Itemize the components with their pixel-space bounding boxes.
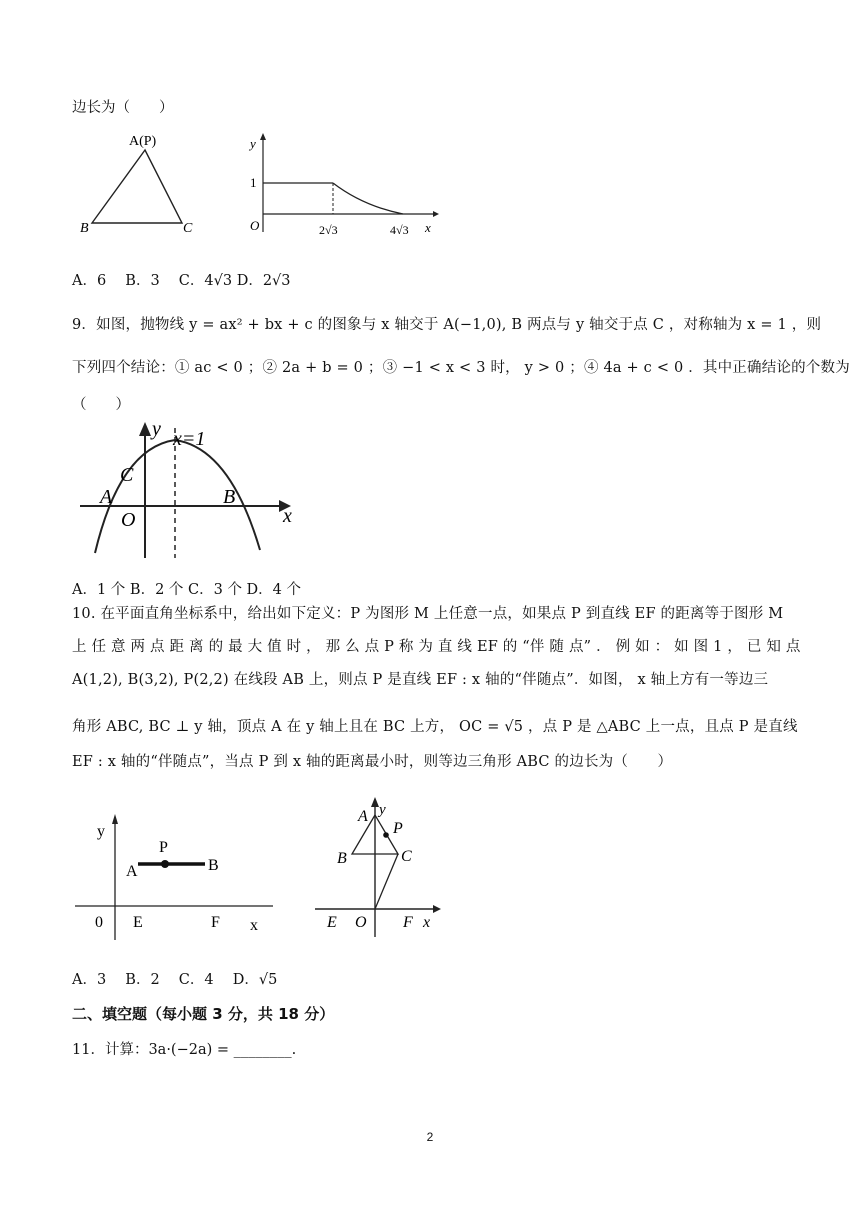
graph-one-label: 1 — [250, 175, 257, 190]
q10-text-line-2: 上 任 意 两 点 距 离 的 最 大 值 时 ， 那 么 点 P 称 为 直 线 EF 的 “伴 随 点” ． 例 如 ： 如 图 1 ， 已 知 点 — [72, 639, 801, 655]
section-2-heading: 二、填空题（每小题 3 分，共 18 分） — [72, 1005, 335, 1023]
parabola-y-label: y — [152, 418, 161, 440]
q10-text-line-1: 10. 在平面直角坐标系中，给出如下定义：P 为图形 M 上任意一点，如果点 P 到直线 EF 的距离等于图形 M — [72, 606, 784, 622]
origin-label: O — [121, 509, 136, 531]
fig1-x-label: x — [250, 917, 258, 934]
fig1-p-label: P — [159, 839, 168, 856]
graph-o-label: O — [250, 218, 260, 233]
fig2-b-label: B — [337, 850, 347, 867]
q8-options: A．6 B．3 C．4√3 D．2√3 — [72, 273, 291, 289]
fig1-f-label: F — [211, 914, 220, 931]
q9-parabola-figure — [75, 418, 305, 563]
q9-options: A．1 个 B．2 个 C．3 个 D．4 个 — [72, 582, 302, 598]
label-b: B — [80, 221, 89, 236]
q8-tail-text: 边长为（ ） — [72, 100, 174, 116]
fig2-x-label: x — [423, 914, 431, 931]
q10-figure-1 — [75, 810, 275, 945]
q11-text: 11．计算：3a·(−2a) = ________. — [72, 1042, 297, 1058]
fig1-e-label: E — [133, 914, 143, 931]
fig1-y-label: y — [97, 823, 105, 840]
fig2-y-label: y — [379, 802, 386, 818]
fig2-o-label: O — [355, 914, 367, 931]
fig1-o-label: 0 — [95, 914, 103, 931]
page-number: 2 — [426, 1130, 434, 1144]
fig1-a-label: A — [126, 863, 138, 880]
fig1-b-label: B — [208, 857, 219, 874]
graph-y-label: y — [250, 136, 256, 151]
graph-x-label: x — [425, 220, 431, 235]
q8-triangle-figure — [75, 128, 205, 238]
q10-text-line-4: 角形 ABC, BC ⊥ y 轴，顶点 A 在 y 轴上且在 BC 上方， OC = √5 ，点 P 是 △ABC 上一点，且点 P 是直线 — [72, 719, 798, 735]
point-a-label: A — [100, 486, 113, 508]
q10-options: A．3 B．2 C．4 D．√5 — [72, 972, 278, 988]
q10-text-line-5: EF : x 轴的“伴随点”，当点 P 到 x 轴的距离最小时，则等边三角形 ABC 的边长为（ ） — [72, 754, 673, 770]
fig2-e-label: E — [327, 914, 337, 931]
point-b-label: B — [223, 486, 236, 508]
label-a-p: A(P) — [129, 134, 157, 149]
label-c: C — [183, 221, 193, 236]
point-c-label: C — [120, 464, 134, 486]
fig2-a-label: A — [358, 808, 368, 825]
q10-text-line-3: A(1,2), B(3,2), P(2,2) 在线段 AB 上，则点 P 是直线 EF : x 轴的“伴随点”．如图， x 轴上方有一等边三 — [72, 672, 769, 688]
fig2-c-label: C — [401, 848, 412, 865]
q9-text-line-3: （ ） — [72, 397, 130, 413]
graph-x1-label: 2√3 — [319, 223, 338, 237]
fig2-p-label: P — [393, 820, 403, 837]
q8-graph-figure — [238, 128, 443, 243]
q10-figure-2 — [315, 793, 445, 943]
q9-text-line-1: 9．如图，抛物线 y = ax² + bx + c 的图象与 x 轴交于 A(−1,0), B 两点与 y 轴交于点 C ，对称轴为 x = 1 ，则 — [72, 317, 822, 333]
graph-x2-label: 4√3 — [390, 223, 409, 237]
parabola-x-label: x — [283, 505, 292, 527]
symmetry-axis-label: x=1 — [173, 428, 206, 450]
q9-text-line-2: 下列四个结论：① ac < 0 ；② 2a + b = 0 ；③ −1 < x < 3 时， y > 0 ；④ 4a + c < 0 ．其中正确结论的个数为 — [72, 360, 850, 376]
fig2-f-label: F — [403, 914, 413, 931]
